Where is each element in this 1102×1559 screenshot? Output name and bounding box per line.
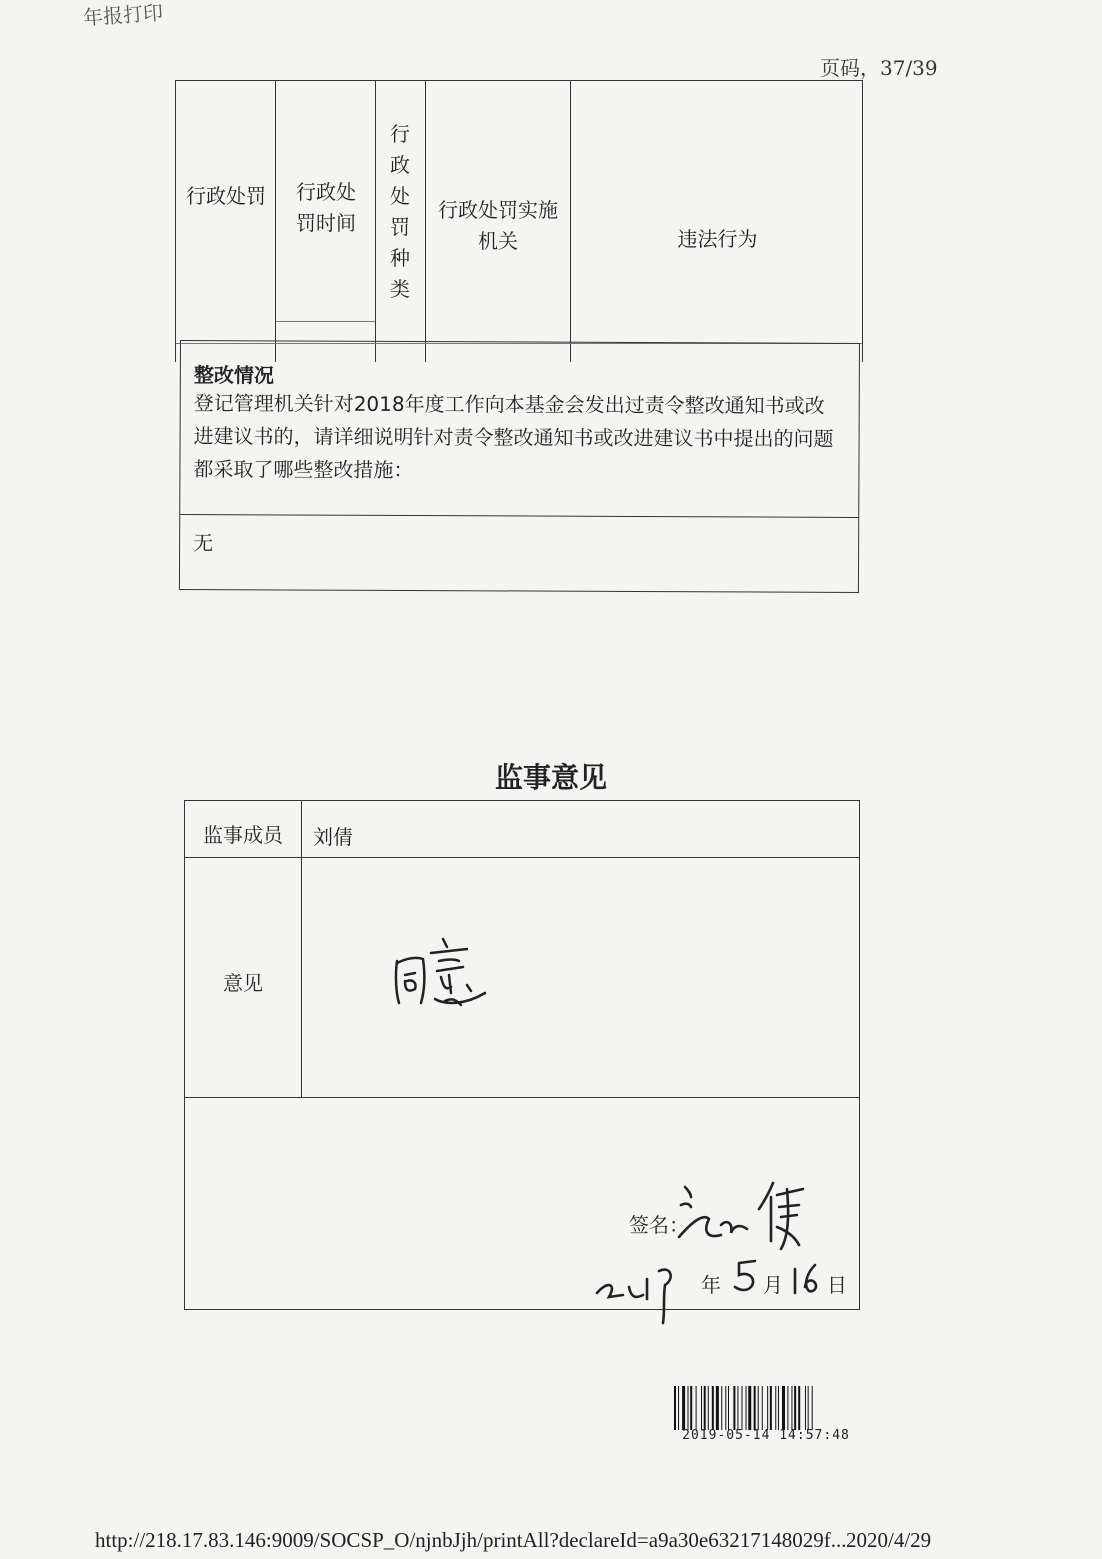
footer-date: 2020/4/29 [846,1528,932,1552]
supervisor-table [184,800,860,1310]
divider [185,1097,859,1098]
barcode-bar [746,1386,747,1430]
supervisor-member-label: 监事成员 [203,823,283,847]
barcode-bar [674,1386,676,1430]
divider [276,321,375,322]
signature-label: 签名： [629,1213,689,1237]
barcode-bar [775,1386,776,1430]
barcode-bar [794,1386,796,1430]
barcode-bar [721,1386,722,1430]
handwritten-opinion [385,931,495,1021]
barcode-bar [690,1386,692,1430]
opinion-label: 意见 [223,971,263,995]
barcode-bar [704,1386,706,1430]
barcode-bar [712,1386,714,1430]
date-month-label: 月 [763,1273,783,1297]
supervisor-member-name: 刘倩 [313,825,353,849]
barcode-bar [688,1386,689,1430]
date-year-label: 年 [701,1273,721,1297]
penalty-col-authority [426,81,571,362]
barcode-bar [701,1386,702,1430]
penalty-header-type: 行政处罚种类 [390,122,410,301]
barcode-bar [812,1386,813,1430]
barcode-bar [798,1386,800,1430]
penalty-col-type [376,81,426,362]
barcode-bar [733,1386,735,1430]
penalty-col-violation [571,81,864,362]
barcode-bar [737,1386,738,1430]
date-day-label: 日 [827,1273,847,1297]
penalty-header-violation: 违法行为 [677,227,758,251]
supervisor-section-title: 监事意见 [494,761,607,794]
footer-url: http://218.17.83.146:9009/SOCSP_O/njnbJjh/printAll?declareId=a9a30e63217148029f... [95,1528,847,1552]
barcode-bar [728,1386,729,1430]
penalty-col-time [276,81,376,362]
barcode-bar [808,1386,809,1430]
penalty-header-penalty: 行政处罚 [186,184,266,208]
penalty-header-time: 行政处罚时间 [296,180,356,235]
divider [301,801,302,1097]
penalty-table [175,80,863,362]
barcode-bar [678,1386,679,1430]
barcode-bar [778,1386,779,1430]
handwritten-day [789,1261,829,1297]
divider [185,857,859,858]
rectification-description: 登记管理机关针对2018年度工作向本基金会发出过责令整改通知书或改进建议书的，请详细说明针对责令整改通知书或改进建议书中提出的问题都采取了哪些整改措施： [193,391,834,483]
rectification-title: 整改情况 [193,363,274,388]
barcode-bar [742,1386,743,1430]
penalty-col-penalty [176,81,276,362]
barcode-bar [682,1386,685,1430]
rectification-answer: 无 [193,531,214,556]
barcode-timestamp: 2019-05-14 14:57:48 [682,1428,850,1443]
barcode-bar [791,1386,792,1430]
barcode-bar [762,1386,763,1430]
barcode-bar [696,1386,697,1430]
barcode-bar [716,1386,719,1430]
handwritten-year [593,1257,683,1327]
barcode-bar [787,1386,788,1430]
barcode-bar [748,1386,751,1430]
barcode-bar [767,1386,768,1430]
barcode-bar [782,1386,785,1430]
handwritten-month [731,1257,761,1297]
barcode-bar [754,1386,756,1430]
print-header: 年报打印 [82,0,164,30]
barcode-bar [805,1386,806,1430]
page-number: 页码，37/39 [820,56,938,80]
divider [180,514,858,518]
barcode [674,1386,858,1430]
barcode-bar [708,1386,709,1430]
handwritten-signature [677,1179,817,1259]
rectification-box [179,340,860,593]
barcode-bar [725,1386,726,1430]
barcode-bar [758,1386,759,1430]
penalty-header-authority: 行政处罚实施机关 [438,198,558,253]
barcode-bar [770,1386,772,1430]
